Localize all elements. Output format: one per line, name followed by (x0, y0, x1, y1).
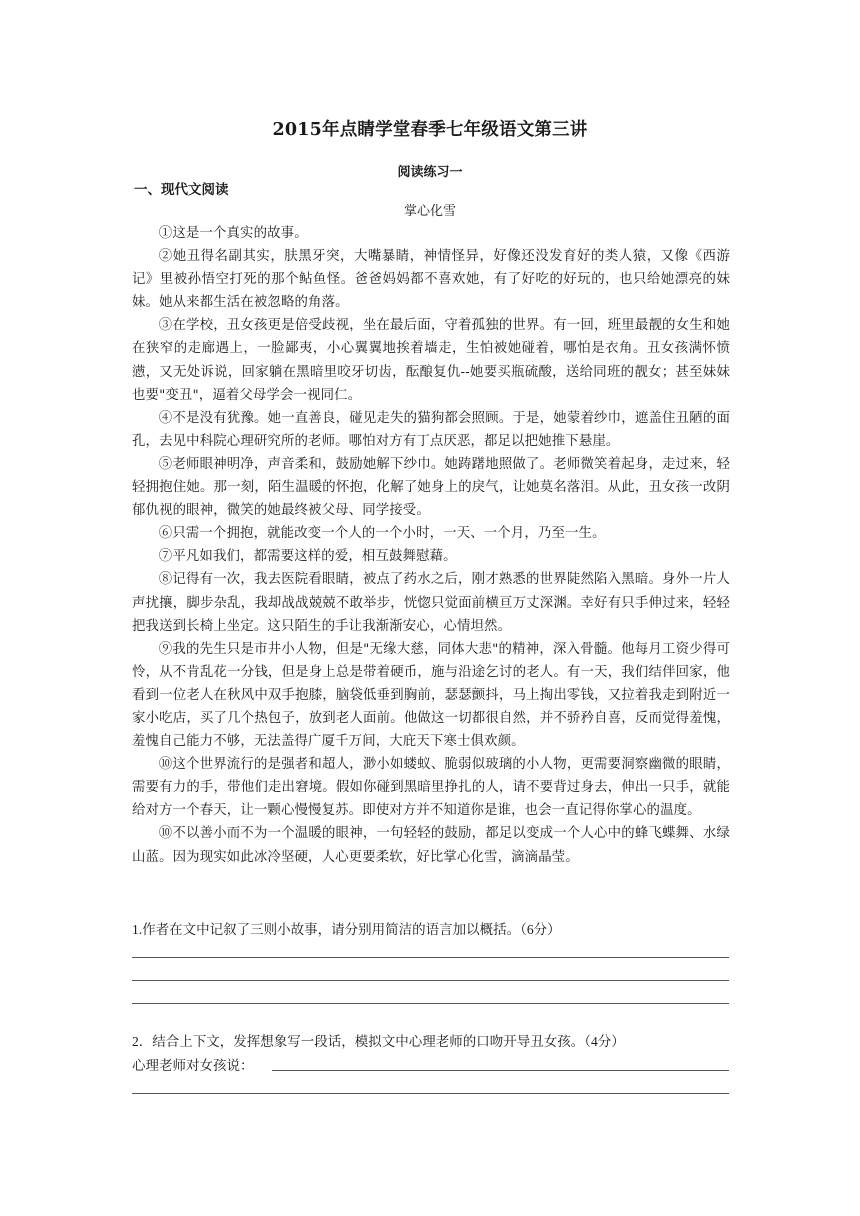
paragraph-9: ⑨我的先生只是市井小人物，但是"无缘大慈，同体大悲"的精神，深入骨髓。他每月工资少得可怜，从不肯乱花一分钱，但是身上总是带着硬币，施与沿途乞讨的老人。有一天，我们结伴回家，他看到一位老人在秋风中双手抱膝，脑袋低垂到胸前，瑟瑟颤抖，马上掏出零钱，又拉着我走到附近一家小吃店，买了几个热包子，放到老人面前。他做这一切都很自然，并不骄矜自喜，反而觉得羞愧，羞愧自己能力不够，无法盖得广厦千万间，大庇天下寒士俱欢颜。 (132, 641, 730, 750)
exercise-subtitle: 阅读练习一 (397, 165, 463, 180)
answer-line[interactable] (132, 1093, 729, 1094)
paragraph-6: ⑥只需一个拥抱，就能改变一个人的一个小时，一天、一个月，乃至一生。 (158, 526, 606, 542)
answer-line[interactable] (272, 1070, 729, 1071)
paragraph-1: ①这是一个真实的故事。 (158, 226, 308, 241)
answer-line[interactable] (132, 1003, 729, 1004)
question-2: 2．结合上下文，发挥想象写一段话，模拟文中心理老师的口吻开导丑女孩。（4分） (132, 1034, 625, 1049)
answer-line[interactable] (132, 980, 729, 981)
section-heading: 一、现代文阅读 (134, 182, 229, 198)
answer-line[interactable] (132, 957, 729, 958)
article-body (132, 222, 730, 869)
paragraph-7: ⑦平凡如我们，都需要这样的爱，相互鼓舞慰藉。 (158, 549, 457, 565)
paragraph-4: ④不是没有犹豫。她一直善良，碰见走失的猫狗都会照顾。于是，她蒙着纱巾，遮盖住丑陋的面孔，去见中科院心理研究所的老师。哪怕对方有丁点厌恶，都足以把她推下悬崖。 (132, 410, 730, 449)
question-2-prompt: 心理老师对女孩说： (132, 1058, 254, 1073)
article-title: 掌心化雪 (403, 204, 456, 219)
document-title: 2015年点睛学堂春季七年级语文第三讲 (272, 120, 588, 140)
paragraph-10: ⑩这个世界流行的是强者和超人，渺小如蝼蚁、脆弱似玻璃的小人物，更需要洞察幽微的眼睛，需要有力的手，带他们走出窘境。假如你碰到黑暗里挣扎的人，请不要背过身去，伸出一只手，就能给对方一个春天，让一颗心慢慢复苏。即使对方并不知道你是谁，也会一直记得你掌心的温度。 (132, 757, 730, 819)
paragraph-2: ②她丑得名副其实，肤黑牙突，大嘴暴睛，神情怪异，好像还没发育好的类人猿，又像《西游记》里被孙悟空打死的那个鲇鱼怪。爸爸妈妈都不喜欢她，有了好吃的好玩的，也只给她漂亮的妹妹。她从来都生活在被忽略的角落。 (132, 249, 730, 311)
paragraph-5: ⑤老师眼神明净，声音柔和，鼓励她解下纱巾。她踌躇地照做了。老师微笑着起身，走过来，轻轻拥抱住她。那一刻，陌生温暖的怀抱，化解了她身上的戾气，让她莫名落泪。从此，丑女孩一改阴郁仇视的眼神，微笑的她最终被父母、同学接受。 (132, 456, 730, 519)
paragraph-3: ③在学校，丑女孩更是倍受歧视，坐在最后面，守着孤独的世界。有一回，班里最靓的女生和她在狭窄的走廊遇上，一脸鄙夷，小心翼翼地挨着墙走，生怕被她碰着，哪怕是衣角。丑女孩满怀愤懑，又无处诉说，回家躺在黑暗里咬牙切齿，酝酿复仇--她要买瓶硫酸，送给同班的靓女；甚至妹妹也要"变丑"，逼着父母学会一视同仁。 (132, 318, 730, 403)
paragraph-11: ⑩不以善小而不为一个温暖的眼神，一句轻轻的鼓励，都足以变成一个人心中的蜂飞蝶舞、水绿山蓝。因为现实如此冰冷坚硬，人心更要柔软，好比掌心化雪，滴滴晶莹。 (132, 826, 730, 865)
question-1: 1.作者在文中记叙了三则小故事，请分别用简洁的语言加以概括。（6分） (132, 922, 561, 937)
paragraph-8: ⑧记得有一次，我去医院看眼睛，被点了药水之后，刚才熟悉的世界陡然陷入黑暗。身外一片人声扰攘，脚步杂乱，我却战战兢兢不敢举步，恍惚只觉面前横亘万丈深渊。幸好有只手伸过来，轻轻把我送到长椅上坐定。这只陌生的手让我渐渐安心，心情坦然。 (132, 572, 730, 634)
